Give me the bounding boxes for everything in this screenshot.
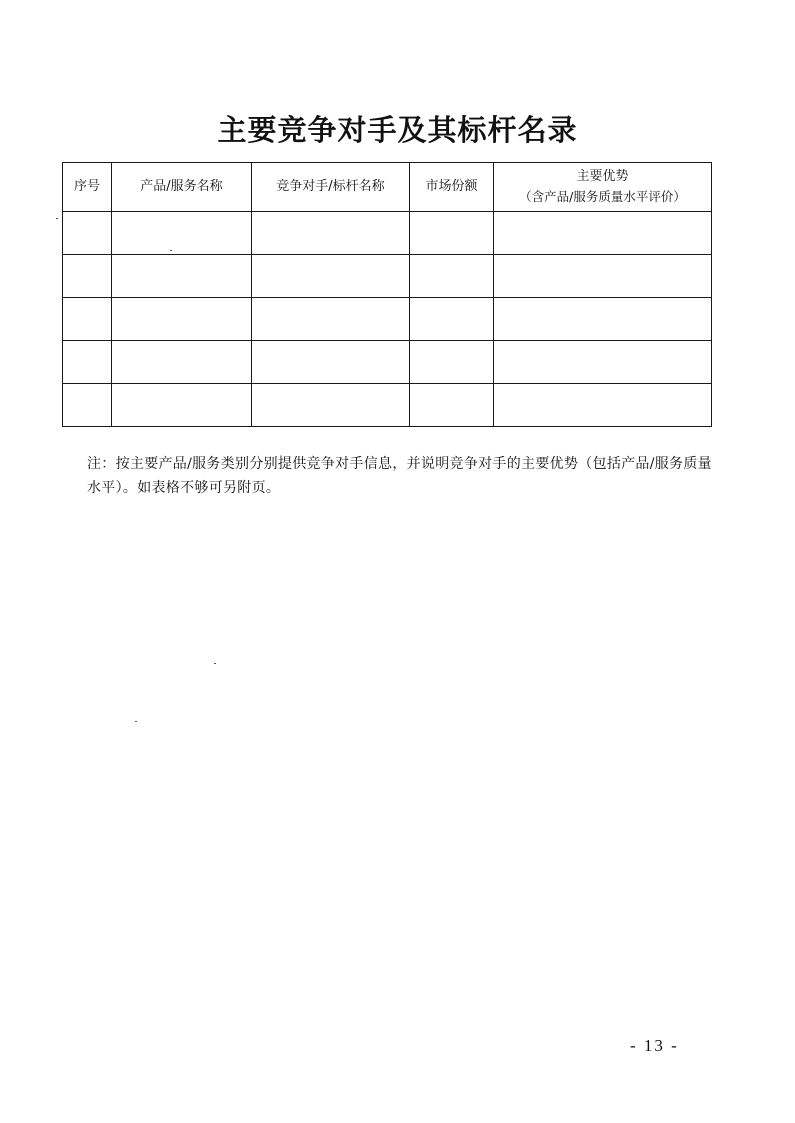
table-cell[interactable] (63, 298, 112, 341)
table-row (63, 384, 712, 427)
scan-speck (56, 218, 58, 219)
table-row (63, 298, 712, 341)
scan-speck (170, 250, 172, 251)
table-row (63, 212, 712, 255)
column-header-competitor: 竞争对手/标杆名称 (252, 163, 410, 212)
scan-speck (214, 663, 216, 664)
column-header-advantages (494, 163, 712, 212)
table-cell[interactable] (63, 212, 112, 255)
column-header-index: 序号 (63, 163, 112, 212)
table-cell[interactable] (63, 341, 112, 384)
table-cell[interactable] (252, 298, 410, 341)
column-header-advantages-label: 主要优势 (576, 169, 629, 184)
table-cell[interactable] (252, 341, 410, 384)
table-note: 注：按主要产品/服务类别分别提供竞争对手信息，并说明竞争对手的主要优势（包括产品/服务质量水平）。如表格不够可另附页。 (87, 456, 712, 496)
column-header-market-share: 市场份额 (410, 163, 494, 212)
scan-speck (135, 721, 137, 722)
document-title: 主要竞争对手及其标杆名录 (217, 113, 578, 147)
table-cell[interactable] (112, 255, 252, 298)
table-cell[interactable] (112, 384, 252, 427)
table-row (63, 255, 712, 298)
table-cell[interactable] (494, 341, 712, 384)
page-number: - 13 - (630, 1036, 679, 1055)
column-header-advantages-sublabel: （含产品/服务质量水平评价） (519, 189, 686, 204)
table-cell[interactable] (63, 384, 112, 427)
table-cell[interactable] (252, 212, 410, 255)
table-row (63, 341, 712, 384)
table-cell[interactable] (252, 384, 410, 427)
table-cell[interactable] (410, 212, 494, 255)
competitor-table (62, 162, 712, 427)
table-header-row (63, 163, 712, 212)
table-cell[interactable] (410, 341, 494, 384)
table-cell[interactable] (410, 384, 494, 427)
column-header-product: 产品/服务名称 (112, 163, 252, 212)
table-cell[interactable] (112, 341, 252, 384)
table-cell[interactable] (410, 255, 494, 298)
table-cell[interactable] (494, 298, 712, 341)
table-cell[interactable] (410, 298, 494, 341)
table-cell[interactable] (63, 255, 112, 298)
table-cell[interactable] (112, 212, 252, 255)
table-cell[interactable] (494, 212, 712, 255)
table-cell[interactable] (112, 298, 252, 341)
table-cell[interactable] (252, 255, 410, 298)
table-cell[interactable] (494, 255, 712, 298)
table-cell[interactable] (494, 384, 712, 427)
